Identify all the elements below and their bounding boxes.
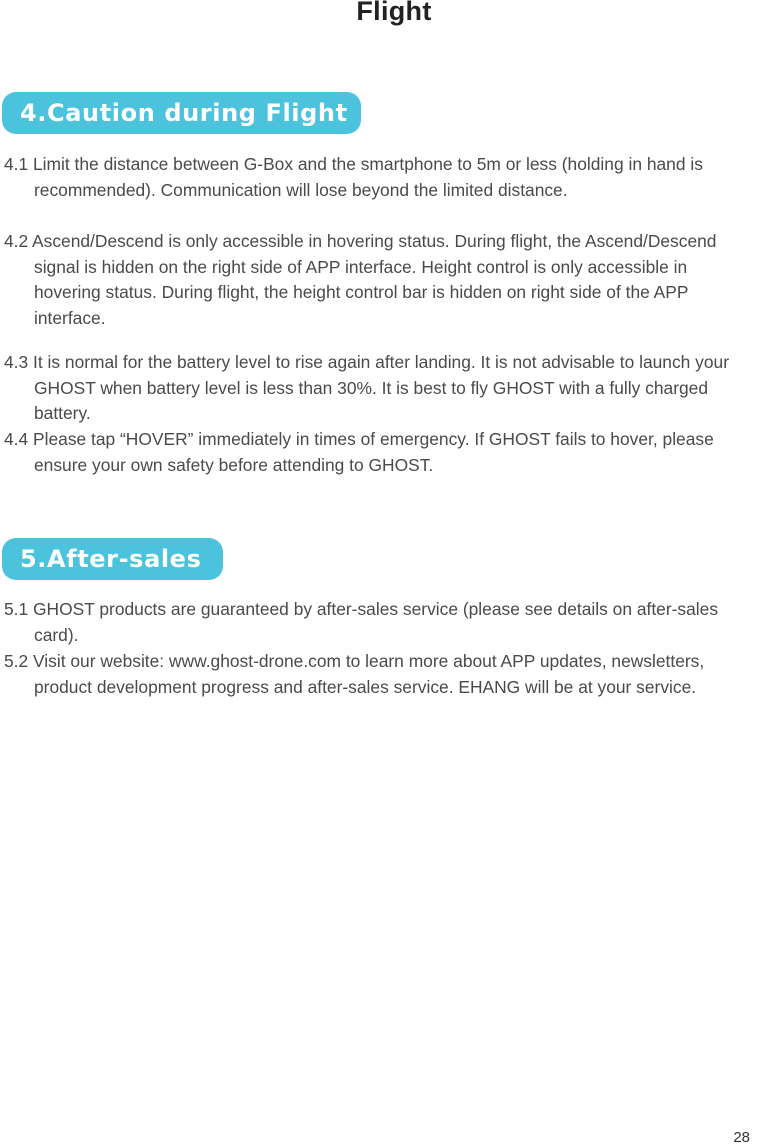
list-item-5-1: 5.1 GHOST products are guaranteed by after-sales service (please see details on after-sales card). xyxy=(4,599,723,645)
page-number: 28 xyxy=(733,1129,750,1146)
list-item-4-3: 4.3 It is normal for the battery level to rise again after landing. It is not advisable to launch your GHOST when battery level is less than 30%. It is best to fly GHOST with a fully charged battery. xyxy=(4,352,734,424)
list-item-5-2: 5.2 Visit our website: www.ghost-drone.com to learn more about APP updates, newsletters, product development progress and after-sales service. EHANG will be at your service. xyxy=(4,651,710,697)
section-heading-after-sales: 5.After-sales xyxy=(2,538,223,580)
list-item-4-1: 4.1 Limit the distance between G-Box and the smartphone to 5m or less (holding in hand is recommended). Communication will lose beyond the limited distance. xyxy=(4,154,708,200)
section-heading-caution: 4.Caution during Flight xyxy=(2,92,361,134)
page-title: Flight xyxy=(356,0,432,26)
list-item-4-2: 4.2 Ascend/Descend is only accessible in hovering status. During flight, the Ascend/Descend signal is hidden on the right side of APP interface. Height control is only accessible in hovering status. During flight, the height control bar is hidden on right side of the APP interface. xyxy=(4,231,722,328)
list-item-4-4: 4.4 Please tap “HOVER” immediately in times of emergency. If GHOST fails to hover, please ensure your own safety before attending to GHOST. xyxy=(4,429,719,475)
